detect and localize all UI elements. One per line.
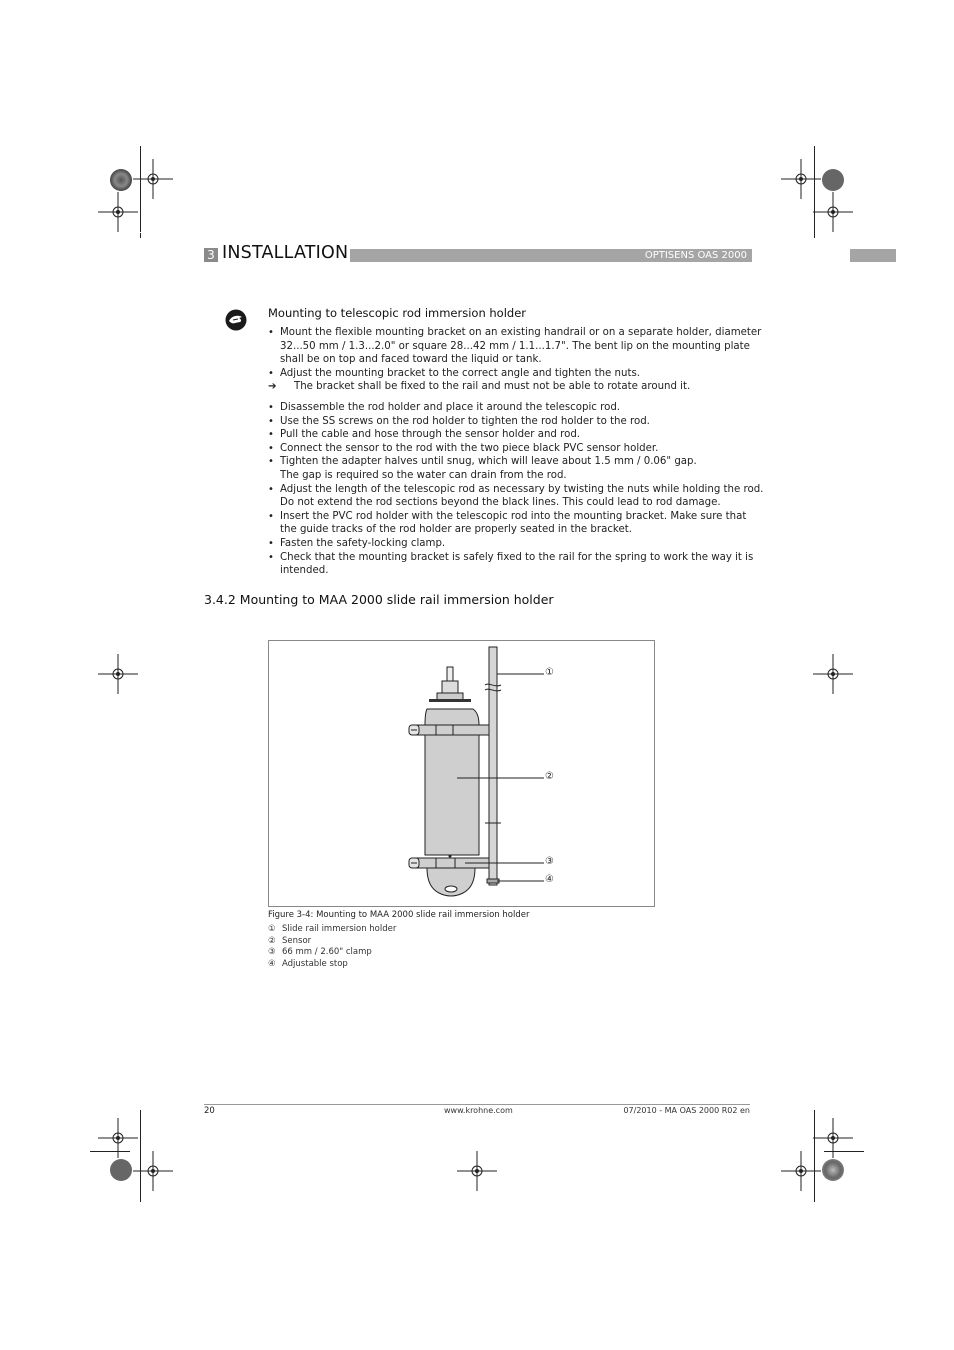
list-item-line: 32...50 mm / 1.3...2.0" or square 28...42 mm / 1.1...1.7". The bent lip on the mounting plate: [280, 340, 750, 352]
callout-1: ①: [545, 667, 554, 678]
list-item: [268, 455, 758, 482]
registration-mark: [133, 1151, 173, 1191]
instruction-list: [268, 326, 762, 380]
registration-mark: [98, 654, 138, 694]
figure: [268, 640, 655, 907]
header-bar: [350, 249, 752, 262]
legend-number: ③: [268, 947, 276, 957]
legend-number: ④: [268, 958, 276, 969]
list-item-line: • Tighten the adapter halves until snug, which will leave about 1.5 mm / 0.06" gap.: [280, 456, 697, 468]
page-number: 20: [204, 1106, 215, 1116]
crop-line: [90, 1151, 130, 1152]
footer-url[interactable]: www.krohne.com: [444, 1106, 513, 1115]
legend-number: ①: [268, 924, 276, 934]
registration-mark: [98, 192, 138, 232]
list-item-line: • Fasten the safety-locking clamp.: [280, 537, 446, 549]
list-item: [268, 428, 758, 442]
callout-4: ④: [545, 874, 554, 885]
legend-text: Adjustable stop: [282, 958, 348, 969]
instruction-list: [268, 401, 764, 578]
registration-mark: [781, 1151, 821, 1191]
list-item-line: Do not extend the rod sections beyond the black lines. This could lead to rod damage.: [280, 497, 721, 509]
callout-3: ③: [545, 856, 554, 867]
color-target: [822, 169, 844, 191]
crop-line: [140, 146, 141, 238]
list-item-line: • Mount the flexible mounting bracket on an existing handrail or on a separate holder, diameter: [280, 327, 762, 338]
list-item-line: • Use the SS screws on the rod holder to tighten the rod holder to the rod.: [280, 415, 650, 427]
footer-rule: [204, 1104, 750, 1105]
crop-line: [98, 232, 190, 233]
list-item-line: • Adjust the mounting bracket to the correct angle and tighten the nuts.: [280, 367, 640, 379]
registration-mark: [813, 192, 853, 232]
color-target: [110, 169, 132, 191]
list-item-line: • Disassemble the rod holder and place it around the telescopic rod.: [280, 402, 621, 413]
product-name: OPTISENS OAS 2000: [644, 250, 747, 261]
figure-caption: Figure 3-4: Mounting to MAA 2000 slide rail immersion holder: [268, 910, 530, 920]
list-item: [268, 442, 758, 456]
list-item-line: • Pull the cable and hose through the sensor holder and rod.: [280, 429, 581, 441]
legend-text: 66 mm / 2.60" clamp: [282, 947, 372, 957]
list-item-line: intended.: [280, 565, 329, 577]
crop-line: [814, 1110, 815, 1202]
list-item: [268, 401, 758, 415]
crop-line: [140, 1110, 141, 1202]
list-item-line: The gap is required so the water can drain from the rod.: [280, 469, 567, 481]
callout-2: ②: [545, 771, 554, 782]
crop-line: [824, 1151, 864, 1152]
crop-line: [814, 146, 815, 238]
list-item-line: • Insert the PVC rod holder with the telescopic rod into the mounting bracket. Make sure that: [280, 510, 747, 522]
document-id: 07/2010 - MA OAS 2000 R02 en: [623, 1106, 750, 1115]
list-item: [268, 326, 762, 367]
chapter-title: INSTALLATION: [222, 243, 349, 263]
list-item-line: the guide tracks of the rod holder are properly seated in the bracket.: [280, 524, 632, 536]
list-item: [268, 551, 758, 578]
list-item: [268, 510, 758, 537]
list-item: [268, 483, 764, 510]
color-target: [822, 1159, 844, 1181]
list-item: [268, 367, 758, 381]
list-item: [268, 415, 758, 429]
list-item-line: • Connect the sensor to the rod with the two piece black PVC sensor holder.: [280, 442, 659, 454]
legend-text: Sensor: [282, 935, 312, 946]
legend-text: Slide rail immersion holder: [282, 924, 397, 934]
list-item: [268, 537, 758, 551]
registration-mark: [813, 654, 853, 694]
hand-action-icon: [225, 309, 247, 331]
legend-number: ②: [268, 935, 276, 946]
chapter-number: 3: [204, 248, 218, 262]
header-bar-tab: [850, 249, 896, 262]
holder-drawing: [269, 641, 654, 906]
registration-mark: [133, 159, 173, 199]
result-arrow-icon: ➔: [268, 381, 277, 392]
registration-mark: [98, 1118, 138, 1158]
registration-mark: [457, 1151, 497, 1191]
color-target: [110, 1159, 132, 1181]
list-item-line: • Check that the mounting bracket is safely fixed to the rail for the spring to work the way it is: [280, 551, 754, 563]
list-item-line: • Adjust the length of the telescopic rod as necessary by twisting the nuts while holding the rod.: [280, 483, 764, 495]
list-item-line: shall be on top and faced toward the liquid or tank.: [280, 354, 542, 366]
subsection-heading: Mounting to telescopic rod immersion holder: [268, 306, 527, 320]
section-heading: 3.4.2 Mounting to MAA 2000 slide rail immersion holder: [204, 592, 554, 607]
result-text: The bracket shall be fixed to the rail and must not be able to rotate around it.: [294, 381, 691, 392]
